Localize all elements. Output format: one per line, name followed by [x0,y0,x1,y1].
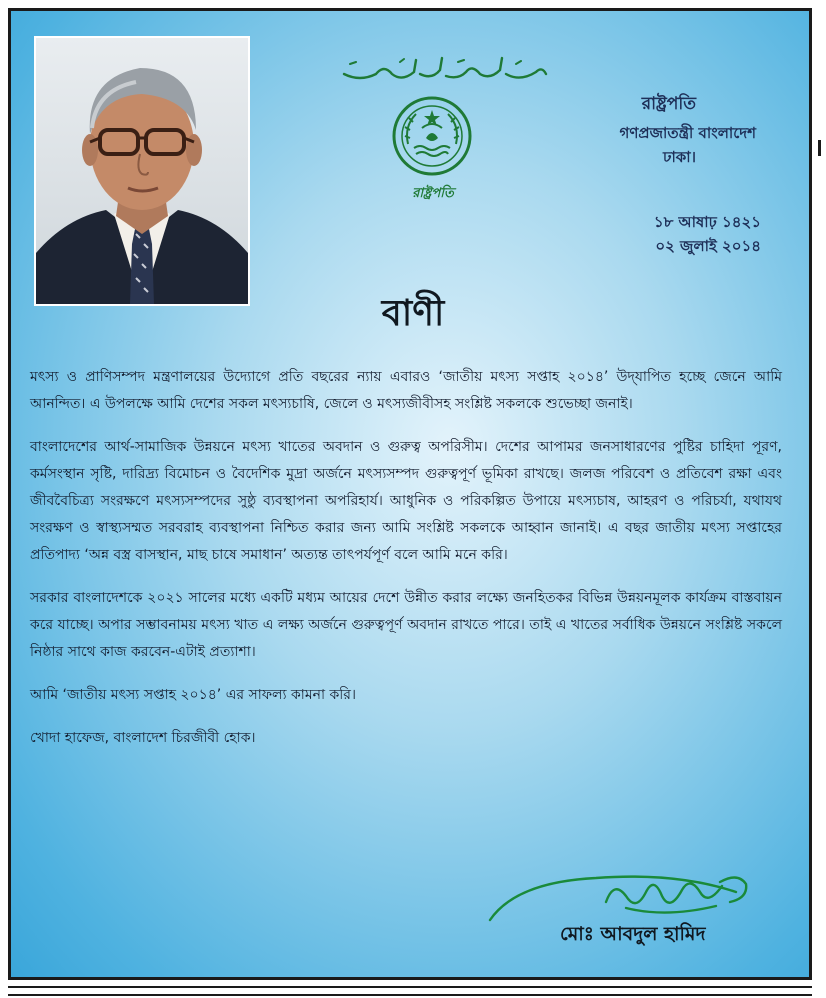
paragraph-1: মৎস্য ও প্রাণিসম্পদ মন্ত্রণালয়ের উদ্যোগে প্রতি বছরের ন্যায় এবারও ‘জাতীয় মৎস্য সপ্তাহ ২০১৪’ উদ্‌যাপিত হচ্ছে জেনে আমি আনন্দিত। এ উপলক্ষে আমি দেশের সকল মৎস্যচাষি, জেলে ও মৎস্যজীবীসহ সংশ্লিষ্ট সকলকে শুভেচ্ছা জনাই। [30,369,782,412]
message-heading: বাণী [381,292,445,334]
office-block [556,92,756,172]
bismillah-calligraphy [340,52,550,84]
office-city: ঢাকা। [662,148,696,166]
paragraph-5: খোদা হাফেজ, বাংলাদেশ চিরজীবী হোক। [30,730,256,746]
edge-mark [818,140,821,156]
paragraph-4: আমি ‘জাতীয় মৎস্য সপ্তাহ ২০১৪’ এর সাফল্য কামনা করি। [30,687,356,703]
message-body [30,364,782,768]
date-block [636,210,761,258]
signer-name: মোঃ আবদুল হামিদ [560,923,706,945]
date-gregorian: ০২ জুলাই ২০১৪ [655,237,761,255]
office-country: গণপ্রজাতন্ত্রী বাংলাদেশ [619,124,756,142]
emblem-label: রাষ্ট্রপতি [412,186,454,201]
bottom-rule [8,986,812,996]
paragraph-3: সরকার বাংলাদেশকে ২০২১ সালের মধ্যে একটি মধ্যম আয়ের দেশে উন্নীত করার লক্ষ্যে জনহিতকর বিভিন্ন উন্নয়নমূলক কার্যক্রম বাস্তবায়ন করে যাচ্ছে। অপার সম্ভাবনাময় মৎস্য খাত এ লক্ষ্য অর্জনে গুরুত্বপূর্ণ অবদান রাখতে পারে। তাই এ খাতের সর্বাধিক উন্নয়নে সংশ্লিষ্ট সকলে নিষ্ঠার সাথে কাজ করবেন-এটাই প্রত্যাশা। [30,590,782,660]
office-title: রাষ্ট্রপতি [641,94,696,114]
date-bangla: ১৮ আষাঢ় ১৪২১ [653,213,761,231]
president-portrait [34,36,250,306]
paragraph-2: বাংলাদেশের আর্থ-সামাজিক উন্নয়নে মৎস্য খাতের অবদান ও গুরুত্ব অপরিসীম। দেশের আপামর জনসাধারণের পুষ্টির চাহিদা পূরণ, কর্মসংস্থান সৃষ্টি, দারিদ্র্য বিমোচন ও বৈদেশিক মুদ্রা অর্জনে মৎস্যসম্পদ গুরুত্বপূর্ণ ভূমিকা রাখছে। জলজ পরিবেশ ও প্রতিবেশ রক্ষা এবং জীববৈচিত্র্য সংরক্ষণে মৎস্যসম্পদের সুষ্ঠু ব্যবস্থাপনা অপরিহার্য। আধুনিক ও পরিকল্পিত উপায়ে মৎস্যচাষ, আহরণ ও পরিচর্যা, যথাযথ সংরক্ষণ ও স্বাস্থ্যসম্মত সরবরাহ ব্যবস্থাপনা নিশ্চিত করার জন্য আমি সংশ্লিষ্ট সকলকে আহ্বান জানাই। এ বছর জাতীয় মৎস্য সপ্তাহের প্রতিপাদ্য ‘অন্ন বস্ত্র বাসস্থান, মাছ চাষে সমাধান’ অত্যন্ত তাৎপর্যপূর্ণ বলে আমি মনে করি। [30,439,782,563]
